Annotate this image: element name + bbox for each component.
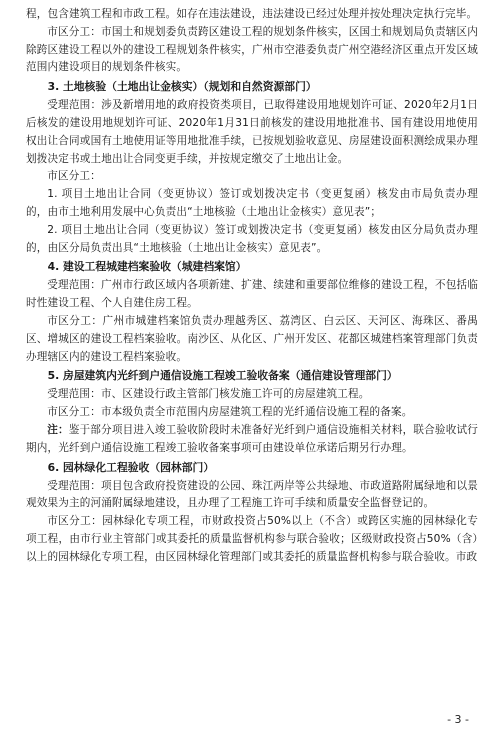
note-text: 鉴于部分项目进入竣工验收阶段时未准备好光纤到户通信设施相关材料，联合验收试行期内，光纤到户通信设施工程竣工验收备案事项可由建设单位承诺后期另行办理。 [26,423,478,454]
section-5-division: 市区分工：市本级负责全市范围内房屋建筑工程的光纤通信设施工程的备案。 [47,406,413,419]
section-4-heading: 4. 建设工程城建档案验收（城建档案馆） [47,260,247,274]
section-3-item-2: 2. 项目土地出让合同（变更协议）签订或划拨决定书（变更复函）核发由区分局负责办理的，由区分局负责出具“土地核验（土地出让金核实）意见表”。 [26,223,478,254]
section-3-division-label: 市区分工： [47,170,101,183]
page-number: - 3 - [447,713,469,726]
paragraph-continuation: 程，包含建筑工程和市政工程。如存在违法建设，违法建设已经过处理并按处理决定执行完毕。 [26,8,478,20]
section-5-note [26,422,478,458]
note-label: 注： [47,423,69,436]
section-5-scope: 受理范围：市、区建设行政主管部门核发施工许可的房屋建筑工程。 [47,388,370,401]
section-3-item-1: 1. 项目土地出让合同（变更协议）签订或划拨决定书（变更复函）核发由市局负责办理的，由市土地利用发展中心负责出“土地核验（土地出让金核实）意见表”； [26,188,478,218]
section-6-scope: 受理范围：项目包含政府投资建设的公园、珠江两岸等公共绿地、市政道路附属绿地和以景观效果为主的河涌附属绿地建设，且办理了工程施工许可手续和质量安全监督登记的。 [26,479,478,510]
section-3-scope: 受理范围：涉及新增用地的政府投资类项目，已取得建设用地规划许可证、2020年2月1日后核发的建设用地规划许可证、2020年1月31日前核发的建设用地批准书、国有建设用地使用权出让合同或国有土地使用证等用地批准手续，已按规划验收意见、房屋建设面积测绘成果办理划拨决定书或土地出让合同变更手续，并按规定缴交了土地出让金。 [26,99,478,165]
section-5-heading: 5. 房屋建筑内光纤到户通信设施工程竣工验收备案（通信建设管理部门） [47,369,398,383]
paragraph-division-planning: 市区分工：市国土和规划委负责跨区建设工程的规划条件核实，区国土和规划局负责辖区内除跨区建设工程以外的建设工程规划条件核实，广州市空港委负责广州空港经济区重点开发区域范围内建设项目的规划条件核实。 [26,25,478,74]
section-4-division: 市区分工：广州市城建档案馆负责办理越秀区、荔湾区、白云区、天河区、海珠区、番禺区、增城区的建设工程档案验收。南沙区、从化区、广州开发区、花都区城建档案管理部门负责办理辖区内的建设工程档案验收。 [26,314,478,363]
section-4-scope: 受理范围：广州市行政区域内各项新建、扩建、续建和重要部位维修的建设工程，不包括临时性建设工程、个人自建住房工程。 [26,279,478,310]
section-3-heading: 3. 土地核验（土地出让金核实）（规划和自然资源部门） [47,80,317,94]
document-body [26,6,478,567]
section-6-heading: 6. 园林绿化工程验收（园林部门） [47,460,215,474]
section-6-division: 市区分工：园林绿化专项工程，市财政投资占50%以上（不含）或跨区实施的园林绿化专项工程，由市行业主管部门或其委托的质量监督机构参与联合验收；区级财政投资占50%（含）以上的园林绿化专项工程，由区园林绿化管理部门或其委托的质量监督机构参与联合验收。市政 [26,515,478,563]
